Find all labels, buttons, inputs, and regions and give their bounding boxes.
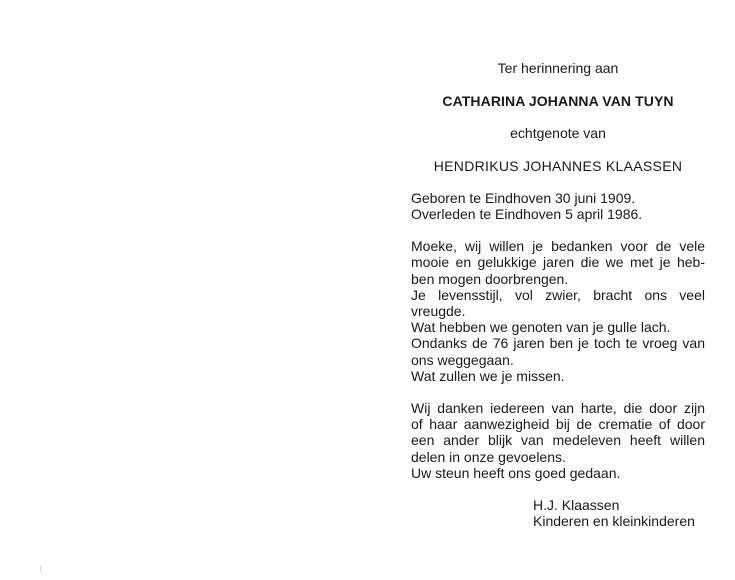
message-line: Wat hebben we genoten van je gulle lach.: [411, 319, 671, 336]
relation-line: echtgenote van: [510, 125, 606, 142]
card-text-column: [411, 60, 705, 529]
birth-line: Geboren te Eindhoven 30 juni 1909.: [411, 189, 636, 206]
deceased-name: CATHARINA JOHANNA VAN TUYN: [442, 93, 674, 110]
thanks-line: Uw steun heeft ons goed gedaan.: [411, 464, 621, 481]
message-line: Je levensstijl, vol zwier, bracht ons veel: [411, 286, 705, 303]
death-line: Overleden te Eindhoven 5 april 1986.: [411, 206, 643, 223]
thanks-line: of haar aanwezigheid bij de crematie of door: [411, 416, 705, 433]
message-line: Ondanks de 76 jaren ben je toch te vroeg van: [411, 335, 705, 352]
message-line: ben mogen doorbrengen.: [411, 270, 569, 287]
thanks-block: [411, 400, 705, 481]
dates-block: [411, 190, 705, 222]
fold-mark: [40, 566, 41, 572]
message-block: [411, 238, 705, 384]
thanks-line: Wij danken iedereen van harte, die door zijn: [411, 400, 705, 417]
message-line: vreugde.: [411, 303, 466, 320]
message-line: mooie en gelukkige jaren die we met je heb-: [411, 254, 705, 271]
signature-name: H.J. Klaassen: [533, 497, 620, 514]
thanks-line: delen in onze gevoelens.: [411, 448, 566, 465]
message-line: Wat zullen we je missen.: [411, 367, 565, 384]
message-line: Moeke, wij willen je bedanken voor de vele: [411, 238, 705, 255]
spouse-name: HENDRIKUS JOHANNES KLAASSEN: [433, 157, 683, 174]
message-line: ons weggegaan.: [411, 351, 514, 368]
intro-line: Ter herinnering aan: [497, 60, 619, 76]
signature-family: Kinderen en kleinkinderen: [533, 513, 695, 530]
signature-block: [533, 497, 705, 529]
thanks-line: een ander blijk van medeleven heeft willen: [411, 432, 705, 449]
